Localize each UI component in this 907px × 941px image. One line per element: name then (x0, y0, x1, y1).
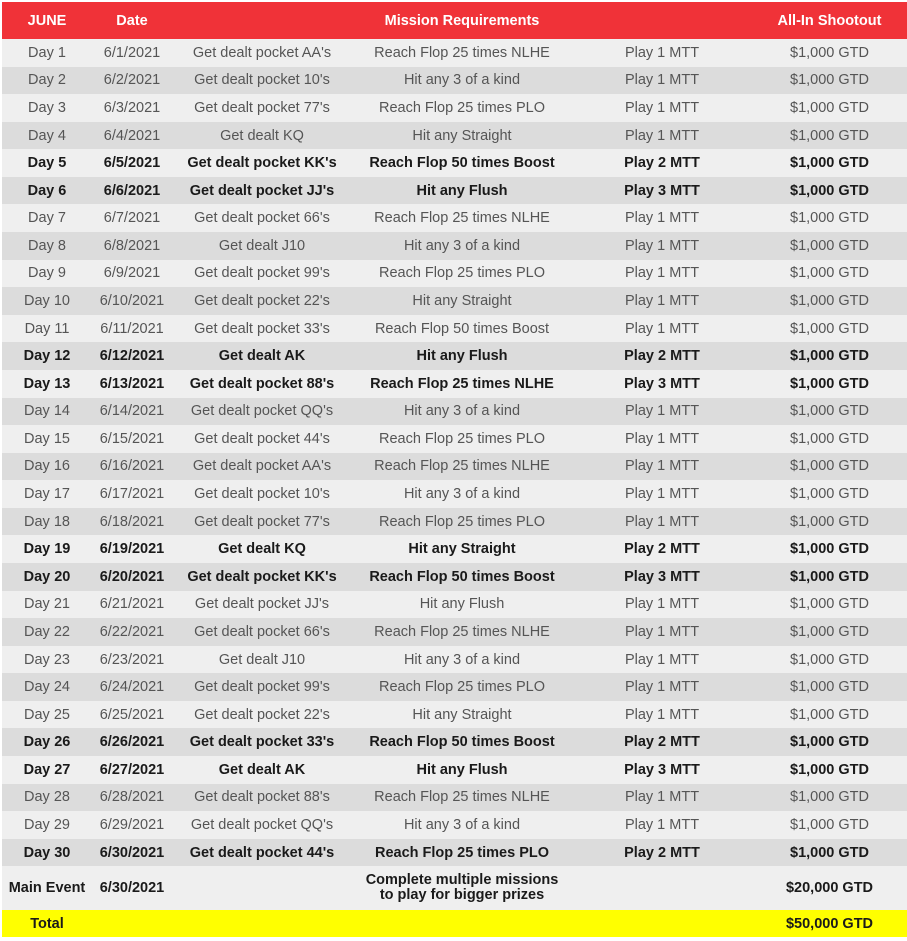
flop-requirement-cell: Reach Flop 25 times NLHE (374, 210, 550, 227)
prize-cell: $1,000 GTD (790, 265, 869, 282)
prize-cell: $1,000 GTD (790, 486, 869, 503)
table-row (2, 149, 907, 177)
flop-requirement-cell: Hit any 3 of a kind (403, 72, 521, 89)
prize-cell: $1,000 GTD (790, 706, 869, 723)
hand-requirement-cell: Get dealt pocket 44's (189, 844, 335, 861)
date-cell: 6/2/2021 (103, 72, 161, 89)
flop-requirement-cell: Reach Flop 25 times NLHE (374, 623, 550, 640)
date-cell: 6/3/2021 (103, 99, 161, 116)
prize-cell: $1,000 GTD (790, 375, 869, 392)
flop-requirement-cell: Hit any Straight (408, 541, 516, 558)
header-mission-requirements: Mission Requirements (384, 12, 540, 29)
header-date: Date (116, 12, 148, 29)
hand-requirement-cell: Get dealt pocket 22's (194, 292, 330, 309)
table-row (2, 315, 907, 343)
prize-cell: $1,000 GTD (790, 458, 869, 475)
day-cell: Day 25 (24, 706, 70, 723)
prize-cell: $1,000 GTD (790, 679, 869, 696)
tournament-requirement-cell: Play 3 MTT (624, 182, 700, 199)
flop-requirement-cell: Reach Flop 25 times NLHE (374, 458, 550, 475)
tournament-requirement-cell: Play 1 MTT (624, 679, 700, 696)
schedule-body (2, 39, 907, 910)
day-cell: Day 20 (23, 568, 71, 585)
date-cell: 6/16/2021 (99, 458, 165, 475)
day-cell: Day 12 (23, 348, 71, 365)
tournament-requirement-cell: Play 1 MTT (624, 816, 700, 833)
prize-cell: $1,000 GTD (790, 623, 869, 640)
day-cell: Day 3 (28, 99, 66, 116)
date-cell: 6/17/2021 (99, 486, 165, 503)
total-prize: $50,000 GTD (785, 915, 874, 932)
day-cell: Day 8 (28, 237, 66, 254)
date-cell: 6/8/2021 (103, 237, 161, 254)
day-cell: Day 30 (23, 844, 71, 861)
date-cell: 6/27/2021 (99, 761, 165, 778)
day-cell: Day 23 (24, 651, 70, 668)
main-event-requirement-line1: Complete multiple missions (365, 872, 559, 889)
total-spacer (92, 910, 172, 937)
hand-requirement-cell: Get dealt KQ (220, 127, 304, 144)
tournament-requirement-cell: Play 1 MTT (624, 430, 700, 447)
hand-requirement-cell: Get dealt pocket 77's (194, 513, 330, 530)
tournament-requirement-cell: Play 1 MTT (624, 99, 700, 116)
hand-requirement-cell: Get dealt pocket 44's (194, 430, 330, 447)
tournament-requirement-cell: Play 1 MTT (624, 72, 700, 89)
prize-cell: $1,000 GTD (790, 789, 869, 806)
table-row (2, 784, 907, 812)
table-row (2, 480, 907, 508)
tournament-requirement-cell: Play 1 MTT (624, 513, 700, 530)
day-cell: Day 19 (23, 541, 71, 558)
day-cell: Day 6 (27, 182, 67, 199)
flop-requirement-cell: Hit any 3 of a kind (403, 816, 521, 833)
day-cell: Day 4 (28, 127, 66, 144)
table-row (2, 177, 907, 205)
flop-requirement-cell: Hit any Flush (416, 348, 508, 365)
day-cell: Day 10 (24, 292, 70, 309)
prize-cell: $1,000 GTD (790, 292, 869, 309)
date-cell: 6/15/2021 (99, 430, 165, 447)
date-cell: 6/1/2021 (103, 44, 161, 61)
day-cell: Day 17 (24, 486, 70, 503)
table-row (2, 701, 907, 729)
flop-requirement-cell: Reach Flop 50 times Boost (369, 734, 555, 751)
flop-requirement-cell: Reach Flop 25 times NLHE (374, 44, 550, 61)
day-cell: Day 5 (27, 155, 67, 172)
table-row (2, 260, 907, 288)
flop-requirement-cell: Reach Flop 25 times PLO (378, 99, 546, 116)
flop-requirement-cell: Hit any Straight (412, 127, 512, 144)
header-row (2, 2, 907, 39)
table-row (2, 646, 907, 674)
table-row (2, 67, 907, 95)
header-month: JUNE (27, 12, 67, 29)
date-cell: 6/18/2021 (99, 513, 165, 530)
tournament-requirement-cell: Play 1 MTT (624, 596, 700, 613)
tournament-requirement-cell: Play 1 MTT (624, 127, 700, 144)
hand-requirement-cell: Get dealt pocket QQ's (190, 816, 334, 833)
date-cell: 6/9/2021 (103, 265, 161, 282)
hand-requirement-cell: Get dealt pocket AA's (192, 44, 332, 61)
table-row (2, 508, 907, 536)
table-row (2, 342, 907, 370)
day-cell: Day 13 (23, 375, 71, 392)
hand-requirement-cell: Get dealt pocket 66's (194, 210, 330, 227)
hand-requirement-cell: Get dealt AK (218, 348, 306, 365)
flop-requirement-cell: Reach Flop 25 times PLO (378, 679, 546, 696)
date-cell: 6/11/2021 (100, 320, 164, 337)
prize-cell: $1,000 GTD (790, 761, 869, 778)
tournament-requirement-cell: Play 1 MTT (624, 292, 700, 309)
hand-requirement-cell: Get dealt pocket 77's (194, 99, 330, 116)
table-row (2, 591, 907, 619)
flop-requirement-cell: Reach Flop 50 times Boost (369, 568, 555, 585)
hand-requirement-cell: Get dealt pocket QQ's (190, 403, 334, 420)
table-row (2, 122, 907, 150)
tournament-requirement-cell: Play 1 MTT (624, 210, 700, 227)
tournament-requirement-cell: Play 1 MTT (624, 237, 700, 254)
table-row (2, 811, 907, 839)
flop-requirement-cell: Hit any 3 of a kind (403, 486, 521, 503)
day-cell: Day 14 (24, 403, 70, 420)
tournament-requirement-cell: Play 2 MTT (624, 348, 700, 365)
tournament-requirement-cell: Play 1 MTT (624, 789, 700, 806)
flop-requirement-cell: Reach Flop 50 times Boost (369, 155, 555, 172)
hand-requirement-cell: Get dealt J10 (218, 237, 306, 254)
flop-requirement-cell: Hit any 3 of a kind (403, 651, 521, 668)
day-cell: Day 9 (28, 265, 66, 282)
tournament-requirement-cell: Play 3 MTT (624, 568, 700, 585)
flop-requirement-cell: Reach Flop 25 times PLO (378, 265, 546, 282)
hand-requirement-cell: Get dealt pocket 66's (194, 623, 330, 640)
date-cell: 6/26/2021 (99, 734, 165, 751)
table-row (2, 204, 907, 232)
prize-cell: $1,000 GTD (790, 430, 869, 447)
main-event-requirement (172, 866, 752, 910)
tournament-requirement-cell: Play 1 MTT (624, 403, 700, 420)
date-cell: 6/21/2021 (99, 596, 165, 613)
date-cell: 6/12/2021 (99, 348, 165, 365)
flop-requirement-cell: Hit any Straight (412, 706, 512, 723)
table-row (2, 232, 907, 260)
prize-cell: $1,000 GTD (790, 844, 869, 861)
total-label: Total (30, 915, 64, 932)
table-row (2, 287, 907, 315)
table-row (2, 618, 907, 646)
prize-cell: $1,000 GTD (790, 237, 869, 254)
date-cell: 6/25/2021 (99, 706, 165, 723)
date-cell: 6/6/2021 (103, 182, 161, 199)
main-event-label: Main Event (8, 879, 86, 896)
hand-requirement-cell: Get dealt J10 (218, 651, 306, 668)
prize-cell: $1,000 GTD (790, 155, 869, 172)
hand-requirement-cell: Get dealt pocket 99's (194, 679, 330, 696)
hand-requirement-cell: Get dealt KQ (218, 541, 306, 558)
flop-requirement-cell: Hit any Flush (419, 596, 505, 613)
hand-requirement-cell: Get dealt pocket 33's (189, 734, 335, 751)
table-row (2, 728, 907, 756)
total-row (2, 910, 907, 937)
date-cell: 6/23/2021 (99, 651, 165, 668)
prize-cell: $1,000 GTD (790, 320, 869, 337)
flop-requirement-cell: Reach Flop 25 times PLO (374, 844, 550, 861)
tournament-requirement-cell: Play 1 MTT (624, 44, 700, 61)
tournament-requirement-cell: Play 1 MTT (624, 458, 700, 475)
prize-cell: $1,000 GTD (790, 127, 869, 144)
prize-cell: $1,000 GTD (790, 651, 869, 668)
date-cell: 6/14/2021 (99, 403, 165, 420)
day-cell: Day 15 (24, 430, 70, 447)
date-cell: 6/5/2021 (103, 155, 161, 172)
flop-requirement-cell: Hit any Flush (416, 182, 508, 199)
hand-requirement-cell: Get dealt pocket KK's (187, 155, 337, 172)
tournament-requirement-cell: Play 1 MTT (624, 265, 700, 282)
header-prize: All-In Shootout (777, 12, 882, 29)
tournament-requirement-cell: Play 3 MTT (624, 761, 700, 778)
prize-cell: $1,000 GTD (790, 72, 869, 89)
date-cell: 6/13/2021 (99, 375, 165, 392)
table-row (2, 94, 907, 122)
prize-cell: $1,000 GTD (790, 182, 869, 199)
flop-requirement-cell: Reach Flop 25 times NLHE (374, 789, 550, 806)
prize-cell: $1,000 GTD (790, 44, 869, 61)
hand-requirement-cell: Get dealt pocket 99's (194, 265, 330, 282)
date-cell: 6/7/2021 (103, 210, 161, 227)
tournament-requirement-cell: Play 1 MTT (624, 706, 700, 723)
day-cell: Day 11 (24, 320, 70, 337)
flop-requirement-cell: Hit any 3 of a kind (403, 237, 521, 254)
day-cell: Day 16 (24, 458, 70, 475)
tournament-requirement-cell: Play 2 MTT (624, 155, 700, 172)
flop-requirement-cell: Reach Flop 50 times Boost (374, 320, 550, 337)
date-cell: 6/28/2021 (99, 789, 165, 806)
total-spacer-mission (172, 910, 752, 937)
tournament-requirement-cell: Play 3 MTT (624, 375, 700, 392)
day-cell: Day 28 (24, 789, 70, 806)
main-event-date: 6/30/2021 (99, 879, 165, 896)
day-cell: Day 26 (23, 734, 71, 751)
hand-requirement-cell: Get dealt pocket 33's (194, 320, 330, 337)
table-row (2, 839, 907, 867)
day-cell: Day 27 (23, 761, 71, 778)
day-cell: Day 2 (28, 72, 66, 89)
flop-requirement-cell: Reach Flop 25 times PLO (378, 430, 546, 447)
table-row (2, 39, 907, 67)
prize-cell: $1,000 GTD (790, 348, 869, 365)
table-row (2, 453, 907, 481)
table-row (2, 756, 907, 784)
hand-requirement-cell: Get dealt pocket 88's (194, 789, 330, 806)
main-event-prize: $20,000 GTD (785, 879, 874, 896)
prize-cell: $1,000 GTD (790, 513, 869, 530)
date-cell: 6/24/2021 (99, 679, 165, 696)
date-cell: 6/4/2021 (103, 127, 161, 144)
tournament-requirement-cell: Play 1 MTT (624, 486, 700, 503)
day-cell: Day 21 (24, 596, 70, 613)
flop-requirement-cell: Hit any Flush (416, 761, 508, 778)
day-cell: Day 1 (28, 44, 66, 61)
prize-cell: $1,000 GTD (790, 541, 869, 558)
tournament-requirement-cell: Play 2 MTT (624, 844, 700, 861)
hand-requirement-cell: Get dealt pocket JJ's (194, 596, 330, 613)
date-cell: 6/29/2021 (99, 816, 165, 833)
prize-cell: $1,000 GTD (790, 596, 869, 613)
main-event-row (2, 866, 907, 910)
mission-schedule-table (2, 2, 907, 937)
main-event-requirement-line2: to play for bigger prizes (379, 887, 545, 904)
table-row (2, 563, 907, 591)
day-cell: Day 24 (24, 679, 70, 696)
prize-cell: $1,000 GTD (790, 568, 869, 585)
tournament-requirement-cell: Play 2 MTT (624, 541, 700, 558)
hand-requirement-cell: Get dealt pocket KK's (187, 568, 337, 585)
hand-requirement-cell: Get dealt pocket JJ's (189, 182, 335, 199)
tournament-requirement-cell: Play 2 MTT (624, 734, 700, 751)
hand-requirement-cell: Get dealt pocket 22's (194, 706, 330, 723)
tournament-requirement-cell: Play 1 MTT (624, 623, 700, 640)
prize-cell: $1,000 GTD (790, 99, 869, 116)
table-row (2, 425, 907, 453)
date-cell: 6/30/2021 (99, 844, 165, 861)
day-cell: Day 18 (24, 513, 70, 530)
hand-requirement-cell: Get dealt pocket 88's (189, 375, 335, 392)
table-row (2, 535, 907, 563)
table-row (2, 398, 907, 426)
tournament-requirement-cell: Play 1 MTT (624, 320, 700, 337)
date-cell: 6/10/2021 (99, 292, 165, 309)
prize-cell: $1,000 GTD (790, 210, 869, 227)
date-cell: 6/22/2021 (99, 623, 165, 640)
hand-requirement-cell: Get dealt pocket 10's (194, 486, 330, 503)
date-cell: 6/19/2021 (99, 541, 165, 558)
flop-requirement-cell: Reach Flop 25 times NLHE (370, 375, 554, 392)
flop-requirement-cell: Hit any 3 of a kind (403, 403, 521, 420)
table-row (2, 370, 907, 398)
hand-requirement-cell: Get dealt AK (218, 761, 306, 778)
flop-requirement-cell: Hit any Straight (412, 292, 512, 309)
prize-cell: $1,000 GTD (790, 816, 869, 833)
day-cell: Day 22 (24, 623, 70, 640)
table-row (2, 673, 907, 701)
date-cell: 6/20/2021 (99, 568, 165, 585)
hand-requirement-cell: Get dealt pocket AA's (192, 458, 332, 475)
hand-requirement-cell: Get dealt pocket 10's (194, 72, 330, 89)
flop-requirement-cell: Reach Flop 25 times PLO (378, 513, 546, 530)
tournament-requirement-cell: Play 1 MTT (624, 651, 700, 668)
day-cell: Day 7 (28, 210, 66, 227)
prize-cell: $1,000 GTD (790, 734, 869, 751)
prize-cell: $1,000 GTD (790, 403, 869, 420)
day-cell: Day 29 (24, 816, 70, 833)
